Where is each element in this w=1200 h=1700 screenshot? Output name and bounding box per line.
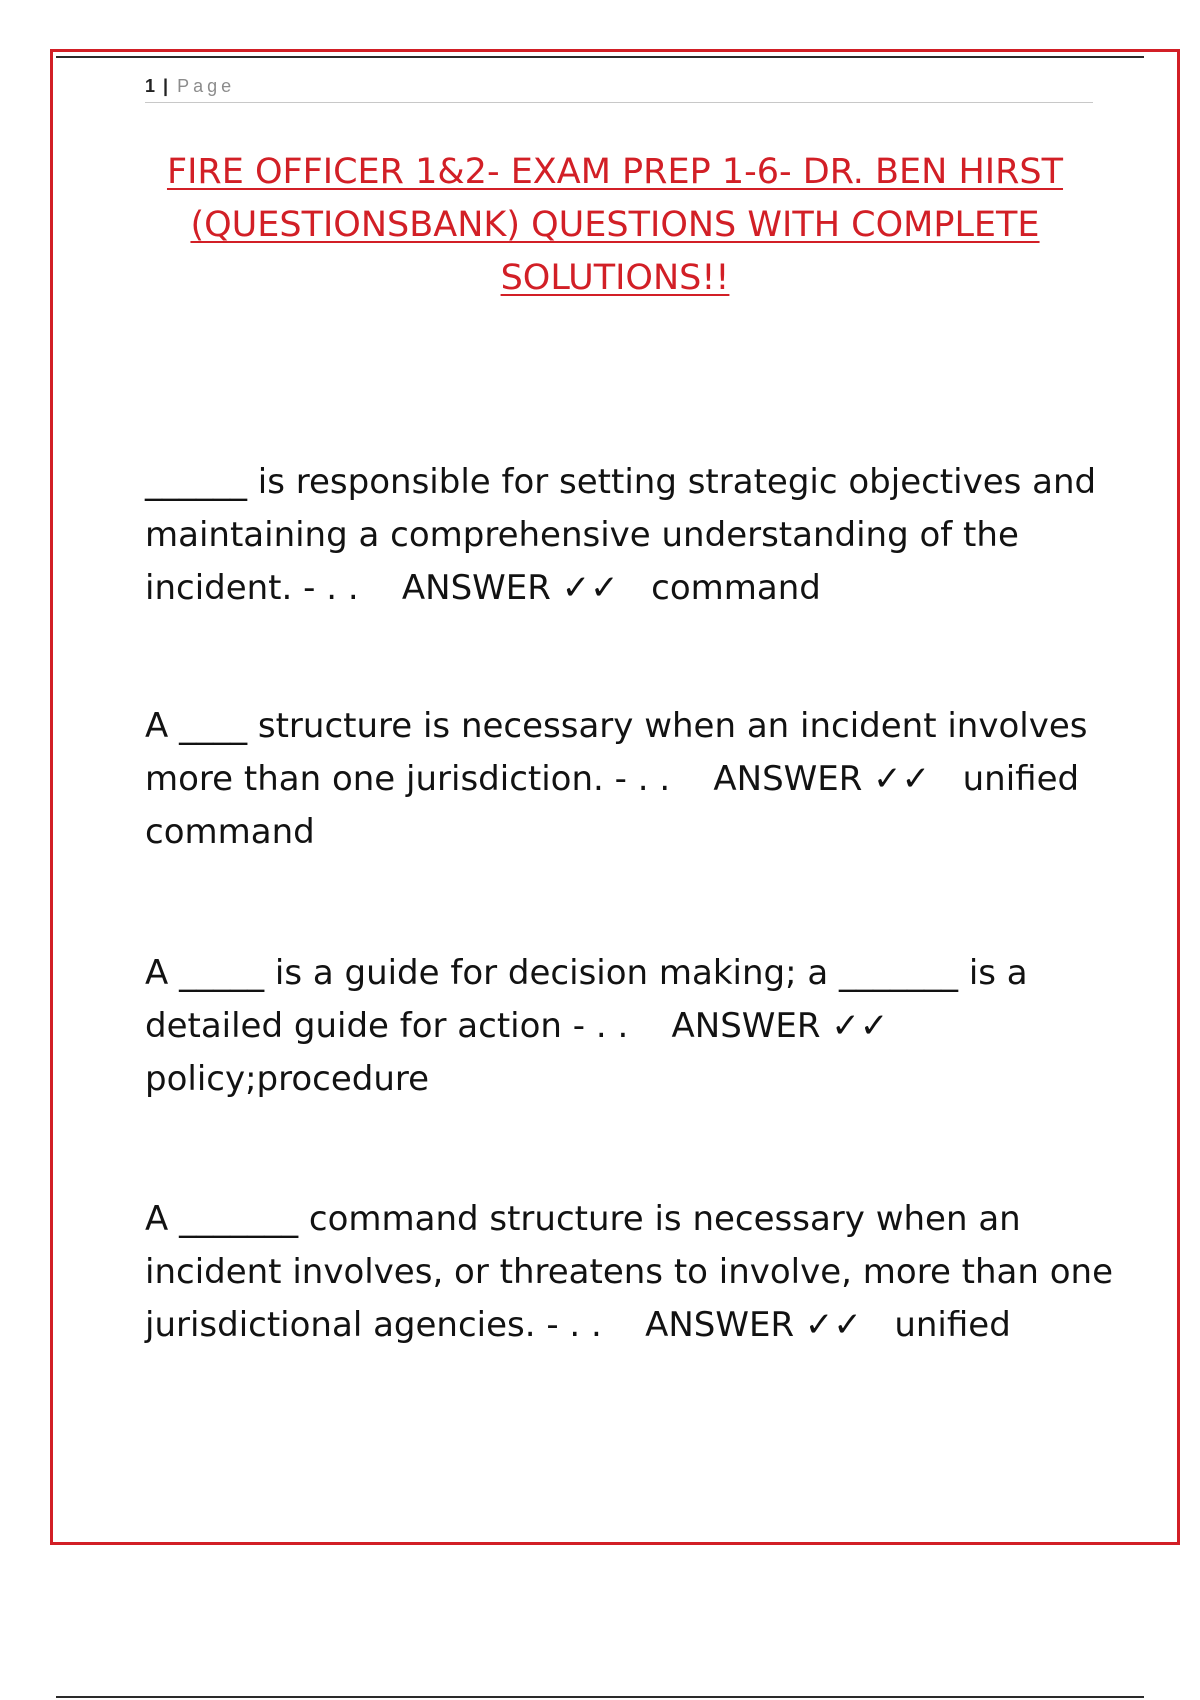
page-separator: | (163, 76, 169, 96)
question-text: A _______ command structure is necessary when an incident involves, or threatens to involve, more than one jurisdictional agencies. - . . (145, 1199, 1124, 1345)
question-text: ______ is responsible for setting strategic objectives and maintaining a comprehensive understanding of the incident. - . . (145, 462, 1107, 608)
answer-text: unified command (145, 759, 1090, 852)
qa-item (145, 947, 1145, 1106)
answer-label: ANSWER ✓✓ (645, 1305, 862, 1345)
answer-label: ANSWER ✓✓ (713, 759, 931, 799)
page-label: Page (177, 76, 236, 96)
qa-item (145, 700, 1145, 859)
qa-item (145, 456, 1145, 615)
question-text: A _____ is a guide for decision making; a _______ is a detailed guide for action - . . (145, 953, 1039, 1046)
answer-text: policy;procedure (145, 1059, 430, 1099)
top-rule (56, 56, 1144, 58)
qa-item (145, 1193, 1145, 1352)
page-number: 1 (145, 76, 156, 96)
document-title: FIRE OFFICER 1&2- EXAM PREP 1-6- DR. BEN HIRST (QUESTIONSBANK) QUESTIONS WITH COMPLETE SOLUTIONS!! (166, 152, 1064, 298)
bottom-rule (56, 1696, 1144, 1698)
answer-text: command (651, 568, 821, 608)
question-text: A ____ structure is necessary when an incident involves more than one jurisdiction. - . . (145, 706, 1099, 799)
answer-label: ANSWER ✓✓ (401, 568, 619, 608)
answer-label: ANSWER ✓✓ (671, 1006, 889, 1046)
page-header (145, 74, 1093, 103)
answer-text: unified (894, 1305, 1011, 1345)
